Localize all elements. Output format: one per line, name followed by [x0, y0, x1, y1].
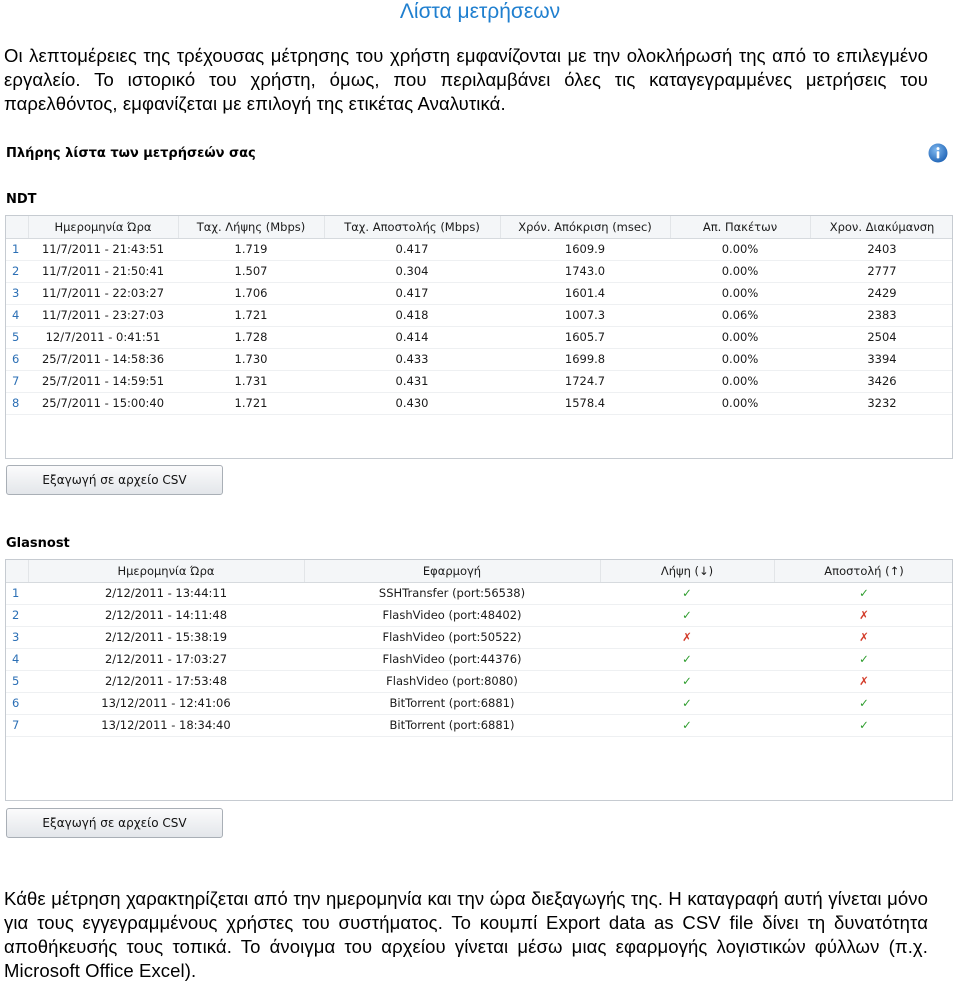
table-cell: BitTorrent (port:6881)	[304, 692, 600, 714]
table-cell: 1.728	[178, 326, 324, 348]
check-icon: ✓	[600, 692, 774, 714]
table-cell: 0.00%	[670, 282, 810, 304]
check-icon: ✓	[774, 648, 953, 670]
table-cell: FlashVideo (port:50522)	[304, 626, 600, 648]
column-header[interactable]: Ταχ. Λήψης (Mbps)	[178, 216, 324, 238]
table-row[interactable]	[6, 714, 953, 736]
table-cell: 0.00%	[670, 392, 810, 414]
table-cell: 0.00%	[670, 260, 810, 282]
table-cell: 0.414	[324, 326, 500, 348]
column-header[interactable]	[6, 560, 28, 582]
ndt-export-csv-button[interactable]: Εξαγωγή σε αρχείο CSV	[6, 465, 223, 495]
table-cell: 0.418	[324, 304, 500, 326]
table-cell: 1.719	[178, 238, 324, 260]
check-icon: ✓	[774, 582, 953, 604]
glasnost-section-label: Glasnost	[6, 536, 70, 551]
table-row[interactable]	[6, 626, 953, 648]
table-cell: 2/12/2011 - 15:38:19	[28, 626, 304, 648]
table-cell: 1578.4	[500, 392, 670, 414]
row-number: 5	[6, 326, 28, 348]
cross-icon: ✗	[774, 670, 953, 692]
table-cell: 2/12/2011 - 17:53:48	[28, 670, 304, 692]
intro-paragraph: Οι λεπτομέρειες της τρέχουσας μέτρησης του χρήστη εμφανίζονται με την ολοκλήρωσή της από το επιλεγμένο εργαλείο. Το ιστορικό του χρήστη, όμως, που περιλαμβάνει όλες τις καταγεγραμμένες μετρήσεις του παρελθόντος, εμφανίζεται με επιλογή της ετικέτας Αναλυτικά.	[4, 45, 928, 114]
table-cell: 2/12/2011 - 14:11:48	[28, 604, 304, 626]
cross-icon: ✗	[774, 604, 953, 626]
table-cell: 2403	[810, 238, 953, 260]
cross-icon: ✗	[774, 626, 953, 648]
table-row[interactable]	[6, 260, 953, 282]
info-icon[interactable]	[928, 143, 948, 163]
row-number: 2	[6, 604, 28, 626]
page-title: Λίστα μετρήσεων	[399, 0, 561, 23]
check-icon: ✓	[600, 582, 774, 604]
row-number: 5	[6, 670, 28, 692]
column-header[interactable]: Χρόν. Απόκριση (msec)	[500, 216, 670, 238]
table-cell: 0.00%	[670, 238, 810, 260]
table-cell: 1.507	[178, 260, 324, 282]
table-cell: 1609.9	[500, 238, 670, 260]
check-icon: ✓	[600, 648, 774, 670]
table-cell: BitTorrent (port:6881)	[304, 714, 600, 736]
row-number: 4	[6, 648, 28, 670]
column-header[interactable]: Λήψη (↓)	[600, 560, 774, 582]
table-cell: 0.417	[324, 282, 500, 304]
row-number: 6	[6, 348, 28, 370]
column-header[interactable]	[6, 216, 28, 238]
column-header[interactable]: Ημερομηνία Ώρα	[28, 216, 178, 238]
table-row[interactable]	[6, 304, 953, 326]
check-icon: ✓	[600, 670, 774, 692]
table-cell: 13/12/2011 - 18:34:40	[28, 714, 304, 736]
column-header[interactable]: Χρον. Διακύμανση	[810, 216, 953, 238]
table-cell: 3232	[810, 392, 953, 414]
row-number: 7	[6, 714, 28, 736]
table-cell: 0.417	[324, 238, 500, 260]
column-header[interactable]: Αποστολή (↑)	[774, 560, 953, 582]
table-cell: 0.430	[324, 392, 500, 414]
check-icon: ✓	[774, 714, 953, 736]
glasnost-table	[5, 559, 953, 801]
table-cell: 25/7/2011 - 14:58:36	[28, 348, 178, 370]
table-cell: 2777	[810, 260, 953, 282]
table-cell: 0.433	[324, 348, 500, 370]
column-header[interactable]: Ταχ. Αποστολής (Mbps)	[324, 216, 500, 238]
table-row[interactable]	[6, 648, 953, 670]
row-number: 7	[6, 370, 28, 392]
column-header[interactable]: Απ. Πακέτων	[670, 216, 810, 238]
table-cell: FlashVideo (port:8080)	[304, 670, 600, 692]
glasnost-export-csv-button[interactable]: Εξαγωγή σε αρχείο CSV	[6, 808, 223, 838]
table-cell: 2/12/2011 - 17:03:27	[28, 648, 304, 670]
row-number: 6	[6, 692, 28, 714]
table-cell: 11/7/2011 - 21:50:41	[28, 260, 178, 282]
table-row[interactable]	[6, 326, 953, 348]
table-cell: 1.721	[178, 304, 324, 326]
table-row[interactable]	[6, 282, 953, 304]
table-cell: 1007.3	[500, 304, 670, 326]
table-cell: 1.731	[178, 370, 324, 392]
cross-icon: ✗	[600, 626, 774, 648]
check-icon: ✓	[774, 692, 953, 714]
check-icon: ✓	[600, 714, 774, 736]
table-row[interactable]	[6, 604, 953, 626]
table-cell: 0.00%	[670, 348, 810, 370]
table-cell: 25/7/2011 - 14:59:51	[28, 370, 178, 392]
table-cell: 2504	[810, 326, 953, 348]
row-number: 4	[6, 304, 28, 326]
row-number: 8	[6, 392, 28, 414]
table-cell: 11/7/2011 - 22:03:27	[28, 282, 178, 304]
table-cell: 3426	[810, 370, 953, 392]
table-cell: 1724.7	[500, 370, 670, 392]
outro-paragraph: Κάθε μέτρηση χαρακτηρίζεται από την ημερομηνία και την ώρα διεξαγωγής της. Η καταγραφή αυτή γίνεται μόνο για τους εγγεγραμμένους χρήστες του συστήματος. Το κουμπί Export data as CSV file δίνει τη δυνατότητα αποθήκευσής τους τοπικά. Το άνοιγμα του αρχείου γίνεται μέσω μιας εφαρμογής λογιστικών φύλλων (π.χ. Microsoft Office Excel).	[4, 888, 928, 981]
row-number: 3	[6, 282, 28, 304]
table-cell: 1.721	[178, 392, 324, 414]
table-cell: 0.00%	[670, 370, 810, 392]
table-cell: 0.431	[324, 370, 500, 392]
ndt-section-label: NDT	[6, 192, 37, 207]
table-cell: 11/7/2011 - 23:27:03	[28, 304, 178, 326]
table-cell: 0.06%	[670, 304, 810, 326]
table-row[interactable]	[6, 370, 953, 392]
table-cell: 1605.7	[500, 326, 670, 348]
table-cell: 11/7/2011 - 21:43:51	[28, 238, 178, 260]
table-cell: 3394	[810, 348, 953, 370]
table-cell: 12/7/2011 - 0:41:51	[28, 326, 178, 348]
table-row[interactable]	[6, 348, 953, 370]
table-cell: 25/7/2011 - 15:00:40	[28, 392, 178, 414]
table-cell: 1.706	[178, 282, 324, 304]
column-header[interactable]: Ημερομηνία Ώρα	[28, 560, 304, 582]
table-cell: FlashVideo (port:48402)	[304, 604, 600, 626]
check-icon: ✓	[600, 604, 774, 626]
panel-title: Πλήρης λίστα των μετρήσεών σας	[6, 146, 256, 161]
row-number: 1	[6, 238, 28, 260]
table-cell: SSHTransfer (port:56538)	[304, 582, 600, 604]
table-cell: 13/12/2011 - 12:41:06	[28, 692, 304, 714]
row-number: 2	[6, 260, 28, 282]
table-cell: 1.730	[178, 348, 324, 370]
table-cell: 2429	[810, 282, 953, 304]
table-cell: 2383	[810, 304, 953, 326]
table-cell: 1743.0	[500, 260, 670, 282]
table-row[interactable]	[6, 238, 953, 260]
table-cell: 1601.4	[500, 282, 670, 304]
table-row[interactable]	[6, 392, 953, 414]
table-cell: 1699.8	[500, 348, 670, 370]
ndt-table	[5, 215, 953, 459]
column-header[interactable]: Εφαρμογή	[304, 560, 600, 582]
table-row[interactable]	[6, 670, 953, 692]
table-cell: 2/12/2011 - 13:44:11	[28, 582, 304, 604]
table-cell: 0.304	[324, 260, 500, 282]
row-number: 3	[6, 626, 28, 648]
table-row[interactable]	[6, 692, 953, 714]
table-cell: FlashVideo (port:44376)	[304, 648, 600, 670]
table-row[interactable]	[6, 582, 953, 604]
table-cell: 0.00%	[670, 326, 810, 348]
row-number: 1	[6, 582, 28, 604]
